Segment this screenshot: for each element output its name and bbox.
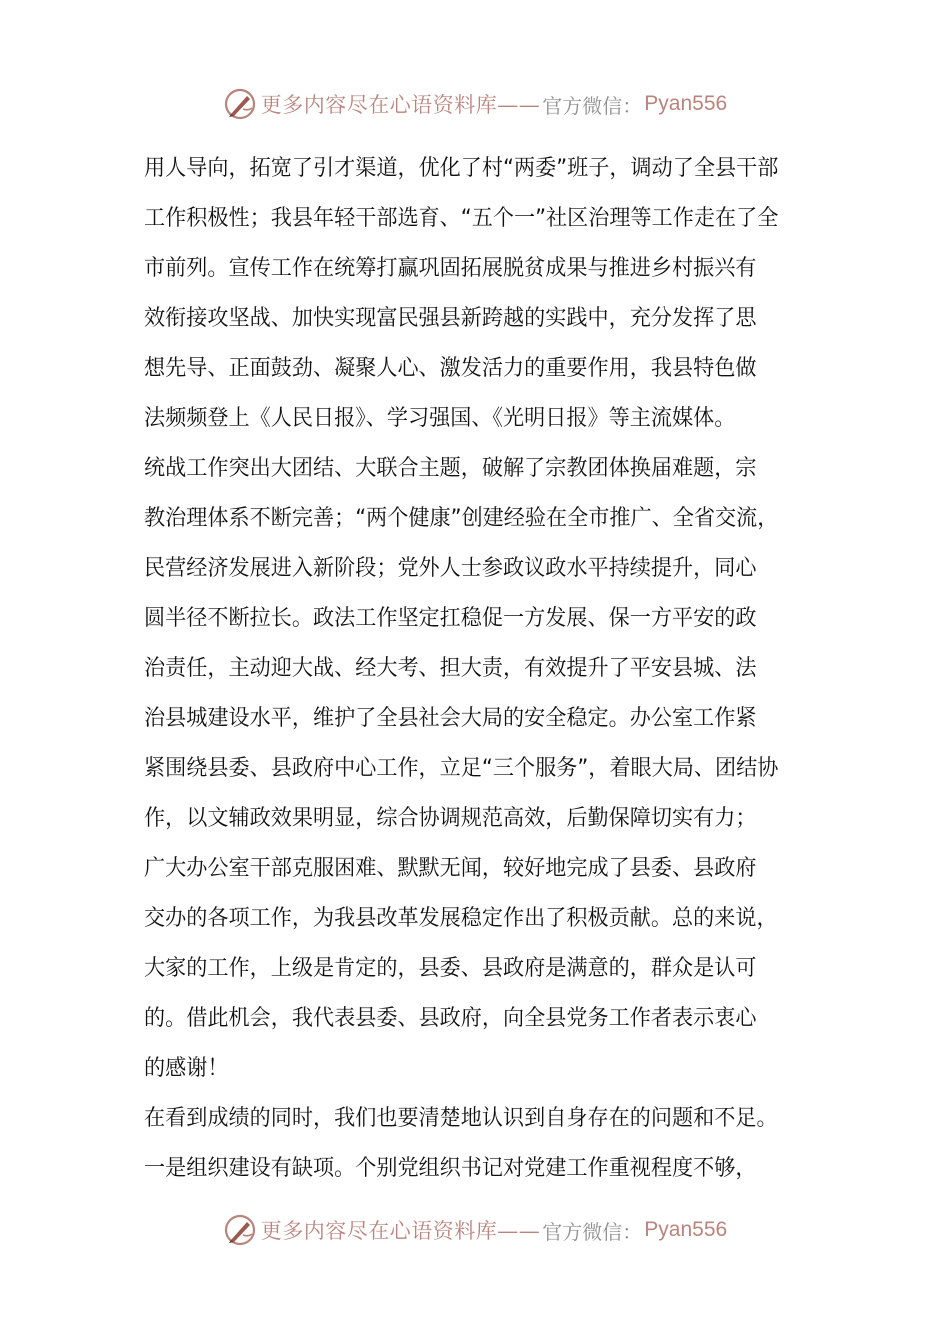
body-line: 紧围绕县委、县政府中心工作，立足“三个服务”，着眼大局、团结协 <box>144 756 779 781</box>
body-line: 一是组织建设有缺项。个别党组织书记对党建工作重视程度不够， <box>144 1156 757 1181</box>
body-line: 工作积极性；我县年轻干部选育、“五个一”社区治理等工作走在了全 <box>144 206 779 231</box>
pen-logo-icon <box>223 87 257 121</box>
body-line: 效衔接攻坚战、加快实现富民强县新跨越的实践中，充分发挥了思 <box>144 306 757 331</box>
body-line: 治县城建设水平，维护了全县社会大局的安全稳定。办公室工作紧 <box>144 706 757 731</box>
body-line: 统战工作突出大团结、大联合主题，破解了宗教团体换届难题，宗 <box>144 456 757 481</box>
footer-wechat-label: 官方微信： <box>542 1219 643 1244</box>
body-line: 交办的各项工作，为我县改革发展稳定作出了积极贡献。总的来说， <box>144 906 778 931</box>
body-line: 用人导向，拓宽了引才渠道，优化了村“两委”班子，调动了全县干部 <box>144 156 779 181</box>
body-line: 大家的工作，上级是肯定的，县委、县政府是满意的，群众是认可 <box>144 956 757 981</box>
pen-logo-icon <box>223 1213 257 1247</box>
body-line: 的。借此机会，我代表县委、县政府，向全县党务工作者表示衷心 <box>144 1006 757 1031</box>
footer-watermark <box>0 1210 950 1250</box>
body-line: 治责任，主动迎大战、经大考、担大责，有效提升了平安县城、法 <box>144 656 757 681</box>
body-line: 教治理体系不断完善；“两个健康”创建经验在全市推广、全省交流， <box>144 506 779 531</box>
body-line: 市前列。宣传工作在统筹打赢巩固拓展脱贫成果与推进乡村振兴有 <box>144 256 757 281</box>
body-line: 圆半径不断拉长。政法工作坚定扛稳促一方发展、保一方平安的政 <box>144 606 757 631</box>
header-wechat-id: Pyan556 <box>644 92 728 115</box>
footer-wechat-id: Pyan556 <box>644 1218 728 1241</box>
body-line: 想先导、正面鼓劲、凝聚人心、激发活力的重要作用，我县特色做 <box>144 356 757 381</box>
body-line: 民营经济发展进入新阶段；党外人士参政议政水平持续提升，同心 <box>144 556 757 581</box>
body-line: 法频频登上《人民日报》、学习强国、《光明日报》等主流媒体。 <box>144 406 736 431</box>
body-line: 广大办公室干部克服困难、默默无闻，较好地完成了县委、县政府 <box>144 856 757 881</box>
body-line: 在看到成绩的同时，我们也要清楚地认识到自身存在的问题和不足。 <box>144 1106 778 1131</box>
footer-brand-text: 更多内容尽在心语资料库—— <box>260 1219 541 1243</box>
header-brand-text: 更多内容尽在心语资料库—— <box>260 93 541 117</box>
body-line: 的感谢！ <box>144 1056 229 1081</box>
body-line: 作，以文辅政效果明显，综合协调规范高效，后勤保障切实有力； <box>144 806 757 831</box>
header-watermark <box>0 84 950 124</box>
header-wechat-label: 官方微信： <box>542 93 643 118</box>
